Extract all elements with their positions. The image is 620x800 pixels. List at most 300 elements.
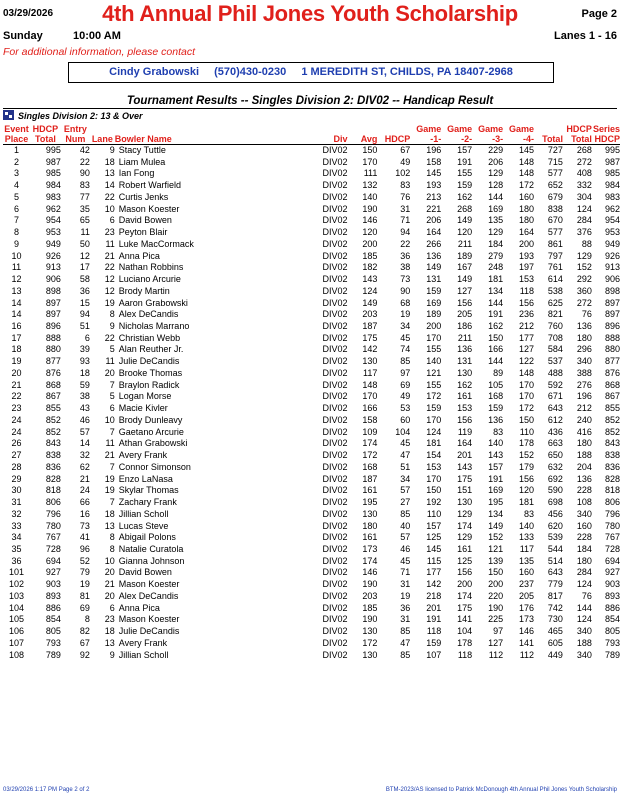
contact-box xyxy=(68,62,554,83)
session-line xyxy=(3,30,617,44)
table-row xyxy=(3,427,620,439)
cell-bowler-name: Mason Koester xyxy=(118,203,180,214)
cell-entry-num: 14 xyxy=(79,438,90,449)
session-lanes: Lanes 1 - 16 xyxy=(554,30,617,42)
cell-average: 200 xyxy=(362,238,378,249)
cell-division: DIV02 xyxy=(322,274,348,285)
cell-entry-num: 24 xyxy=(79,485,90,496)
cell-series-total: 962 xyxy=(604,203,620,214)
cell-scratch-total: 797 xyxy=(547,250,563,261)
cell-handicap-total: 272 xyxy=(576,156,592,167)
cell-handicap: 38 xyxy=(400,262,411,273)
cell-handicap: 36 xyxy=(400,250,411,261)
cell-game-4: 156 xyxy=(519,297,535,308)
cell-division: DIV02 xyxy=(322,379,348,390)
cell-game-2: 143 xyxy=(457,461,473,472)
cell-series-total: 913 xyxy=(604,262,620,273)
cell-game-1: 170 xyxy=(426,332,442,343)
table-row xyxy=(3,356,620,368)
division-label: Singles Division 2: 13 & Over xyxy=(18,111,143,121)
cell-handicap-total: 160 xyxy=(576,520,592,531)
table-row xyxy=(3,638,620,650)
cell-game-1: 193 xyxy=(426,180,442,191)
cell-series-total: 985 xyxy=(604,168,620,179)
cell-handicap-total: 292 xyxy=(576,274,592,285)
cell-handicap: 90 xyxy=(400,285,411,296)
cell-game-1: 136 xyxy=(426,250,442,261)
cell-game-4: 118 xyxy=(519,285,535,296)
cell-handicap-total: 144 xyxy=(576,602,592,613)
cell-game-4: 200 xyxy=(519,238,535,249)
cell-series-total: 789 xyxy=(604,649,620,660)
cell-lane: 13 xyxy=(104,520,115,531)
cell-game-3: 144 xyxy=(488,356,504,367)
cell-series-total: 896 xyxy=(604,321,620,332)
cell-handicap-total: 340 xyxy=(576,626,592,637)
cell-division: DIV02 xyxy=(322,438,348,449)
cell-bowler-name: Stacy Tuttle xyxy=(118,145,166,155)
cell-place: 107 xyxy=(8,637,24,648)
cell-game-1: 121 xyxy=(426,367,442,378)
cell-division: DIV02 xyxy=(322,309,348,320)
cell-lane: 6 xyxy=(109,403,115,414)
cell-hdcp-total: 793 xyxy=(45,637,61,648)
cell-scratch-total: 760 xyxy=(547,321,563,332)
cell-place: 17 xyxy=(11,332,22,343)
cell-game-4: 193 xyxy=(519,250,535,261)
cell-game-3: 166 xyxy=(488,344,504,355)
cell-hdcp-total: 987 xyxy=(45,156,61,167)
cell-entry-num: 16 xyxy=(79,508,90,519)
cell-entry-num: 12 xyxy=(79,250,90,261)
cell-handicap: 71 xyxy=(400,567,411,578)
cell-hdcp-total: 836 xyxy=(45,461,61,472)
cell-hdcp-total: 888 xyxy=(45,332,61,343)
cell-game-2: 162 xyxy=(457,191,473,202)
cell-bowler-name: Ian Fong xyxy=(118,168,155,179)
cell-bowler-name: Macie Kivler xyxy=(118,403,168,414)
contact-address: 1 MEREDITH ST, CHILDS, PA 18407-2968 xyxy=(301,66,513,78)
table-row xyxy=(3,380,620,392)
cell-average: 161 xyxy=(362,532,378,543)
cell-handicap-total: 124 xyxy=(576,203,592,214)
cell-average: 190 xyxy=(362,203,378,214)
table-row xyxy=(3,567,620,579)
cell-handicap-total: 340 xyxy=(576,356,592,367)
cell-bowler-name: Anna Pica xyxy=(118,602,160,613)
cell-average: 174 xyxy=(362,555,378,566)
footer-right: BTM-2023/AS licensed to Patrick McDonough 4th Annual Phil Jones Youth Scholarship xyxy=(385,787,617,793)
cell-lane: 7 xyxy=(109,461,115,472)
cell-game-2: 157 xyxy=(457,145,473,155)
cell-division: DIV02 xyxy=(322,626,348,637)
tournament-title: 4th Annual Phil Jones Youth Scholarship xyxy=(102,1,518,26)
cell-place: 5 xyxy=(13,191,19,202)
cell-entry-num: 42 xyxy=(79,145,90,155)
cell-bowler-name: Logan Morse xyxy=(118,391,172,402)
cell-bowler-name: Liam Mulea xyxy=(118,156,166,167)
cell-average: 185 xyxy=(362,250,378,261)
cell-division: DIV02 xyxy=(322,250,348,261)
session-time: 10:00 AM xyxy=(73,30,121,42)
cell-game-1: 206 xyxy=(426,215,442,226)
table-row xyxy=(3,204,620,216)
cell-game-1: 200 xyxy=(426,321,442,332)
col-bowler: Bowler Name xyxy=(115,134,310,145)
cell-scratch-total: 488 xyxy=(547,367,563,378)
cell-lane: 21 xyxy=(104,450,115,461)
cell-series-total: 906 xyxy=(604,274,620,285)
cell-scratch-total: 692 xyxy=(547,473,563,484)
cell-game-2: 175 xyxy=(457,473,473,484)
cell-lane: 20 xyxy=(104,590,115,601)
cell-bowler-name: Alan Reuther Jr. xyxy=(118,344,184,355)
cell-place: 23 xyxy=(11,403,22,414)
cell-lane: 18 xyxy=(104,156,115,167)
cell-scratch-total: 625 xyxy=(547,297,563,308)
cell-bowler-name: Enzo LaNasa xyxy=(118,473,173,484)
cell-game-3: 162 xyxy=(488,321,504,332)
cell-lane: 13 xyxy=(104,637,115,648)
cell-handicap: 34 xyxy=(400,321,411,332)
cell-game-1: 158 xyxy=(426,156,442,167)
cell-game-4: 177 xyxy=(519,332,535,343)
cell-hdcp-total: 906 xyxy=(45,274,61,285)
cell-series-total: 954 xyxy=(604,215,620,226)
cell-place: 104 xyxy=(8,602,24,613)
table-row xyxy=(3,321,620,333)
cell-game-2: 174 xyxy=(457,520,473,531)
cell-game-3: 127 xyxy=(488,637,504,648)
cell-game-2: 141 xyxy=(457,614,473,625)
cell-handicap-total: 124 xyxy=(576,614,592,625)
cell-game-3: 229 xyxy=(488,145,504,155)
cell-average: 203 xyxy=(362,309,378,320)
cell-division: DIV02 xyxy=(322,543,348,554)
cell-place: 14 xyxy=(11,309,22,320)
cell-handicap: 49 xyxy=(400,156,411,167)
cell-bowler-name: Zachary Frank xyxy=(118,497,177,508)
cell-hdcp-total: 893 xyxy=(45,590,61,601)
cell-game-4: 148 xyxy=(519,367,535,378)
cell-game-3: 190 xyxy=(488,602,504,613)
page-footer xyxy=(3,787,617,797)
cell-scratch-total: 577 xyxy=(547,227,563,238)
page-number: Page 2 xyxy=(581,8,617,20)
cell-place: 28 xyxy=(11,461,22,472)
table-row xyxy=(3,251,620,263)
col-total3: Total xyxy=(563,134,592,145)
cell-place: 9 xyxy=(13,238,19,249)
cell-hdcp-total: 868 xyxy=(45,379,61,390)
cell-game-3: 89 xyxy=(493,367,504,378)
cell-hdcp-total: 854 xyxy=(45,614,61,625)
cell-hdcp-total: 877 xyxy=(45,356,61,367)
table-row xyxy=(3,544,620,556)
cell-game-2: 127 xyxy=(457,285,473,296)
cell-handicap-total: 212 xyxy=(576,403,592,414)
cell-game-4: 120 xyxy=(519,485,535,496)
cell-average: 117 xyxy=(363,367,378,378)
cell-game-3: 143 xyxy=(488,450,504,461)
cell-entry-num: 22 xyxy=(79,156,90,167)
cell-game-1: 145 xyxy=(426,168,442,179)
cell-division: DIV02 xyxy=(322,367,348,378)
cell-game-1: 155 xyxy=(426,379,442,390)
cell-game-4: 181 xyxy=(519,497,535,508)
cell-lane: 5 xyxy=(109,344,115,355)
cell-scratch-total: 670 xyxy=(547,215,563,226)
cell-entry-num: 51 xyxy=(79,321,90,332)
cell-bowler-name: Brody Martin xyxy=(118,285,170,296)
cell-lane: 6 xyxy=(109,602,115,613)
cell-lane: 10 xyxy=(104,555,115,566)
cell-lane: 20 xyxy=(104,567,115,578)
cell-scratch-total: 761 xyxy=(547,262,563,273)
table-row xyxy=(3,239,620,251)
cell-entry-num: 94 xyxy=(79,309,90,320)
cell-handicap: 45 xyxy=(400,555,411,566)
cell-bowler-name: Christian Webb xyxy=(118,332,181,343)
footer-left: 03/29/2026 1:17 PM Page 2 of 2 xyxy=(3,787,90,793)
cell-scratch-total: 632 xyxy=(547,461,563,472)
cell-hdcp-total: 897 xyxy=(45,309,61,320)
cell-series-total: 927 xyxy=(604,567,620,578)
cell-game-2: 130 xyxy=(457,367,473,378)
cell-average: 170 xyxy=(362,156,378,167)
cell-handicap-total: 340 xyxy=(576,649,592,660)
table-row xyxy=(3,462,620,474)
cell-average: 140 xyxy=(362,191,378,202)
cell-handicap-total: 124 xyxy=(576,579,592,590)
cell-hdcp-total: 852 xyxy=(45,414,61,425)
cell-entry-num: 52 xyxy=(79,555,90,566)
cell-scratch-total: 449 xyxy=(547,649,563,660)
cell-game-3: 220 xyxy=(488,590,504,601)
cell-division: DIV02 xyxy=(322,180,348,191)
cell-division: DIV02 xyxy=(322,156,348,167)
cell-handicap: 94 xyxy=(400,227,411,238)
cell-entry-num: 65 xyxy=(79,215,90,226)
cell-series-total: 888 xyxy=(604,332,620,343)
cell-lane: 12 xyxy=(104,274,115,285)
cell-game-3: 225 xyxy=(488,614,504,625)
cell-game-4: 176 xyxy=(519,602,535,613)
cell-game-2: 149 xyxy=(457,274,473,285)
cell-scratch-total: 538 xyxy=(547,285,563,296)
cell-handicap-total: 276 xyxy=(576,379,592,390)
cell-lane: 9 xyxy=(109,145,115,155)
cell-average: 143 xyxy=(362,274,378,285)
cell-series-total: 949 xyxy=(604,238,620,249)
cell-game-3: 112 xyxy=(488,649,504,660)
cell-game-4: 122 xyxy=(519,356,535,367)
cell-game-2: 164 xyxy=(457,438,473,449)
col-total: Total xyxy=(30,134,61,145)
cell-handicap: 22 xyxy=(400,238,411,249)
cell-game-3: 279 xyxy=(488,250,504,261)
cell-place: 32 xyxy=(11,508,22,519)
cell-game-4: 156 xyxy=(519,473,535,484)
cell-series-total: 818 xyxy=(604,485,620,496)
cell-game-2: 149 xyxy=(457,215,473,226)
cell-entry-num: 93 xyxy=(79,356,90,367)
cell-entry-num: 46 xyxy=(79,414,90,425)
title-divider xyxy=(3,108,617,109)
table-row xyxy=(3,521,620,533)
cell-average: 190 xyxy=(362,579,378,590)
cell-game-4: 178 xyxy=(519,438,535,449)
col-g1: -1- xyxy=(410,134,441,145)
session-day: Sunday xyxy=(3,30,43,42)
cell-entry-num: 32 xyxy=(79,450,90,461)
cell-series-total: 953 xyxy=(604,227,620,238)
cell-bowler-name: Anna Pica xyxy=(118,250,160,261)
col-total2: Total xyxy=(534,134,563,145)
cell-place: 22 xyxy=(11,391,22,402)
cell-scratch-total: 643 xyxy=(547,403,563,414)
cell-series-total: 838 xyxy=(604,450,620,461)
cell-lane: 23 xyxy=(104,614,115,625)
cell-division: DIV02 xyxy=(322,461,348,472)
cell-place: 105 xyxy=(8,614,24,625)
cell-game-4: 148 xyxy=(519,168,535,179)
cell-scratch-total: 730 xyxy=(547,614,563,625)
cell-place: 19 xyxy=(11,356,22,367)
cell-scratch-total: 779 xyxy=(547,579,563,590)
cell-game-1: 157 xyxy=(426,520,442,531)
cell-hdcp-total: 780 xyxy=(45,520,61,531)
cell-game-3: 206 xyxy=(488,156,504,167)
cell-game-4: 180 xyxy=(519,215,535,226)
cell-game-3: 150 xyxy=(488,567,504,578)
cell-place: 18 xyxy=(11,344,22,355)
cell-place: 101 xyxy=(8,567,24,578)
cell-division: DIV02 xyxy=(322,403,348,414)
cell-division: DIV02 xyxy=(322,590,348,601)
cell-entry-num: 92 xyxy=(79,649,90,660)
col-series-top: Series xyxy=(592,124,620,134)
cell-game-1: 221 xyxy=(426,203,442,214)
cell-series-total: 880 xyxy=(604,344,620,355)
header-row-1 xyxy=(3,124,620,134)
cell-game-3: 184 xyxy=(488,238,504,249)
cell-game-4: 83 xyxy=(524,508,535,519)
table-row xyxy=(3,227,620,239)
table-row xyxy=(3,298,620,310)
cell-game-3: 129 xyxy=(488,168,504,179)
col-event: Event xyxy=(4,124,29,134)
cell-bowler-name: Mason Koester xyxy=(118,614,180,625)
cell-lane: 19 xyxy=(104,297,115,308)
cell-handicap: 31 xyxy=(400,579,411,590)
cell-lane: 20 xyxy=(104,367,115,378)
table-row xyxy=(3,215,620,227)
cell-series-total: 867 xyxy=(604,391,620,402)
cell-game-1: 218 xyxy=(426,590,442,601)
cell-bowler-name: Alex DeCandis xyxy=(118,309,179,320)
cell-place: 10 xyxy=(11,250,22,261)
cell-game-4: 141 xyxy=(519,637,535,648)
cell-handicap: 31 xyxy=(400,203,411,214)
col-g2: -2- xyxy=(441,134,472,145)
cell-game-3: 159 xyxy=(488,403,504,414)
cell-game-4: 117 xyxy=(519,543,535,554)
cell-game-4: 205 xyxy=(519,590,535,601)
cell-lane: 23 xyxy=(104,227,115,238)
table-row xyxy=(3,145,620,157)
col-g3: -3- xyxy=(472,134,503,145)
cell-game-3: 191 xyxy=(488,309,504,320)
cell-game-3: 129 xyxy=(488,227,504,238)
col-place: Place xyxy=(4,134,29,144)
cell-lane: 8 xyxy=(109,532,115,543)
cell-average: 170 xyxy=(362,391,378,402)
cell-scratch-total: 671 xyxy=(547,391,563,402)
cell-division: DIV02 xyxy=(322,285,348,296)
cell-average: 180 xyxy=(362,520,378,531)
col-entry: Entry xyxy=(63,124,87,134)
cell-hdcp-total: 984 xyxy=(45,180,61,191)
col-div: Div xyxy=(310,134,348,145)
cell-hdcp-total: 926 xyxy=(45,250,61,261)
cell-place: 13 xyxy=(11,285,22,296)
cell-entry-num: 79 xyxy=(79,567,90,578)
table-row xyxy=(3,333,620,345)
col-hdcp-top: HDCP xyxy=(32,124,59,134)
cell-handicap: 40 xyxy=(400,520,411,531)
cell-handicap: 85 xyxy=(400,626,411,637)
cell-place: 29 xyxy=(11,473,22,484)
cell-hdcp-total: 818 xyxy=(45,485,61,496)
table-row xyxy=(3,579,620,591)
cell-handicap-total: 228 xyxy=(576,485,592,496)
cell-average: 168 xyxy=(362,461,378,472)
cell-game-2: 155 xyxy=(457,168,473,179)
cell-handicap-total: 196 xyxy=(576,391,592,402)
cell-bowler-name: Mason Koester xyxy=(118,579,180,590)
cell-entry-num: 50 xyxy=(79,238,90,249)
cell-lane: 9 xyxy=(109,649,115,660)
col-hdcp2-top: HDCP xyxy=(566,124,592,134)
cell-game-2: 162 xyxy=(457,379,473,390)
cell-scratch-total: 698 xyxy=(547,497,563,508)
cell-entry-num: 81 xyxy=(79,590,90,601)
cell-game-1: 140 xyxy=(426,356,442,367)
cell-entry-num: 90 xyxy=(79,168,90,179)
cell-division: DIV02 xyxy=(322,227,348,238)
cell-entry-num: 58 xyxy=(79,274,90,285)
cell-place: 21 xyxy=(11,379,22,390)
table-row xyxy=(3,497,620,509)
cell-hdcp-total: 694 xyxy=(45,555,61,566)
cell-scratch-total: 821 xyxy=(547,309,563,320)
cell-division: DIV02 xyxy=(322,215,348,226)
cell-handicap-total: 129 xyxy=(576,250,592,261)
cell-handicap: 46 xyxy=(400,543,411,554)
cell-game-3: 139 xyxy=(488,555,504,566)
cell-handicap: 47 xyxy=(400,450,411,461)
cell-handicap-total: 360 xyxy=(576,285,592,296)
cell-average: 172 xyxy=(362,450,378,461)
cell-scratch-total: 612 xyxy=(547,414,563,425)
cell-division: DIV02 xyxy=(322,637,348,648)
cell-handicap: 51 xyxy=(400,461,411,472)
cell-division: DIV02 xyxy=(322,555,348,566)
cell-game-3: 97 xyxy=(493,626,504,637)
cell-entry-num: 21 xyxy=(79,473,90,484)
cell-lane: 7 xyxy=(109,497,115,508)
